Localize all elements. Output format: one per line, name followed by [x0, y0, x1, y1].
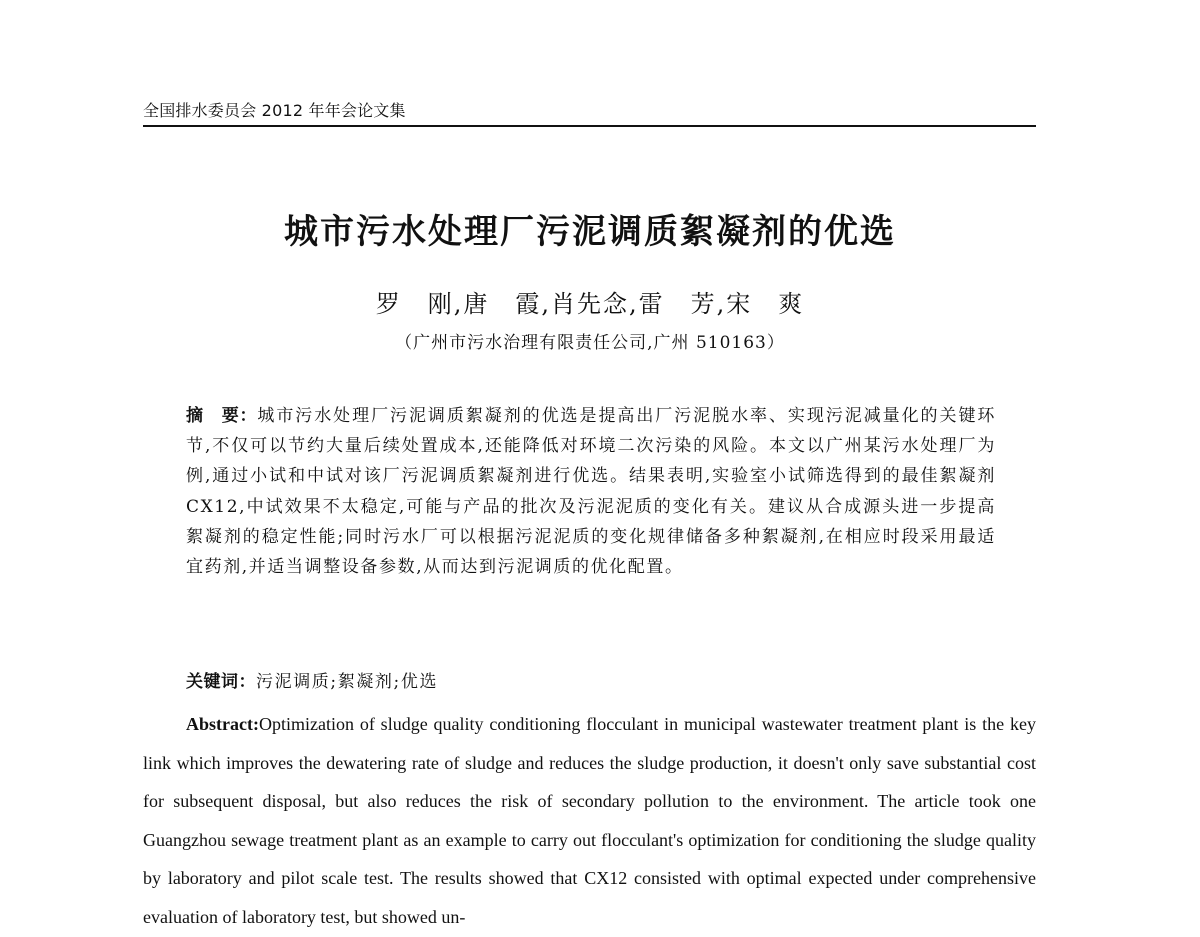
abstract-en-text: Optimization of sludge quality conditioning flocculant in municipal wastewater treatment plant is the key link which improves the dewatering rate of sludge and reduces the sludge production, it doesn't only save substantial cost for subsequent disposal, but also reduces the risk of secondary pollution to the environment. The article took one Guangzhou sewage treatment plant as an example to carry out flocculant's optimization for conditioning the sludge quality by laboratory and pilot scale test. The results showed that CX12 consisted with optimal expected under comprehensive evaluation of laboratory test, but showed un- — [143, 714, 1036, 927]
abstract-en-separator: : — [252, 714, 259, 734]
abstract-en-label: Abstract — [186, 714, 253, 734]
abstract-cn-label: 摘 要： — [186, 406, 258, 426]
keywords — [186, 667, 996, 692]
paper-affiliation: （广州市污水治理有限责任公司,广州 510163） — [395, 333, 785, 353]
abstract-en — [143, 705, 1036, 937]
abstract-cn-text: 城市污水处理厂污泥调质絮凝剂的优选是提高出厂污泥脱水率、实现污泥减量化的关键环节,不仅可以节约大量后续处置成本,还能降低对环境二次污染的风险。本文以广州某污水处理厂为例,通过小试和中试对该厂污泥调质絮凝剂进行优选。结果表明,实验室小试筛选得到的最佳絮凝剂 CX12,中试效果不太稳定,可能与产品的批次及污泥泥质的变化有关。建议从合成源头进一步提高絮凝剂的稳定性能;同时污水厂可以根据污泥泥质的变化规律储备多种絮凝剂,在相应时段采用最适宜药剂,并适当调整设备参数,从而达到污泥调质的优化配置。 — [186, 406, 996, 578]
paper-authors: 罗 刚,唐 霞,肖先念,雷 芳,宋 爽 — [375, 290, 805, 318]
header-rule — [143, 125, 1036, 127]
paper-title: 城市污水处理厂污泥调质絮凝剂的优选 — [284, 212, 896, 252]
keywords-text: 污泥调质;絮凝剂;优选 — [256, 672, 439, 692]
running-header: 全国排水委员会 2012 年年会论文集 — [143, 101, 406, 120]
keywords-label: 关键词： — [186, 672, 256, 692]
abstract-cn — [186, 401, 996, 582]
